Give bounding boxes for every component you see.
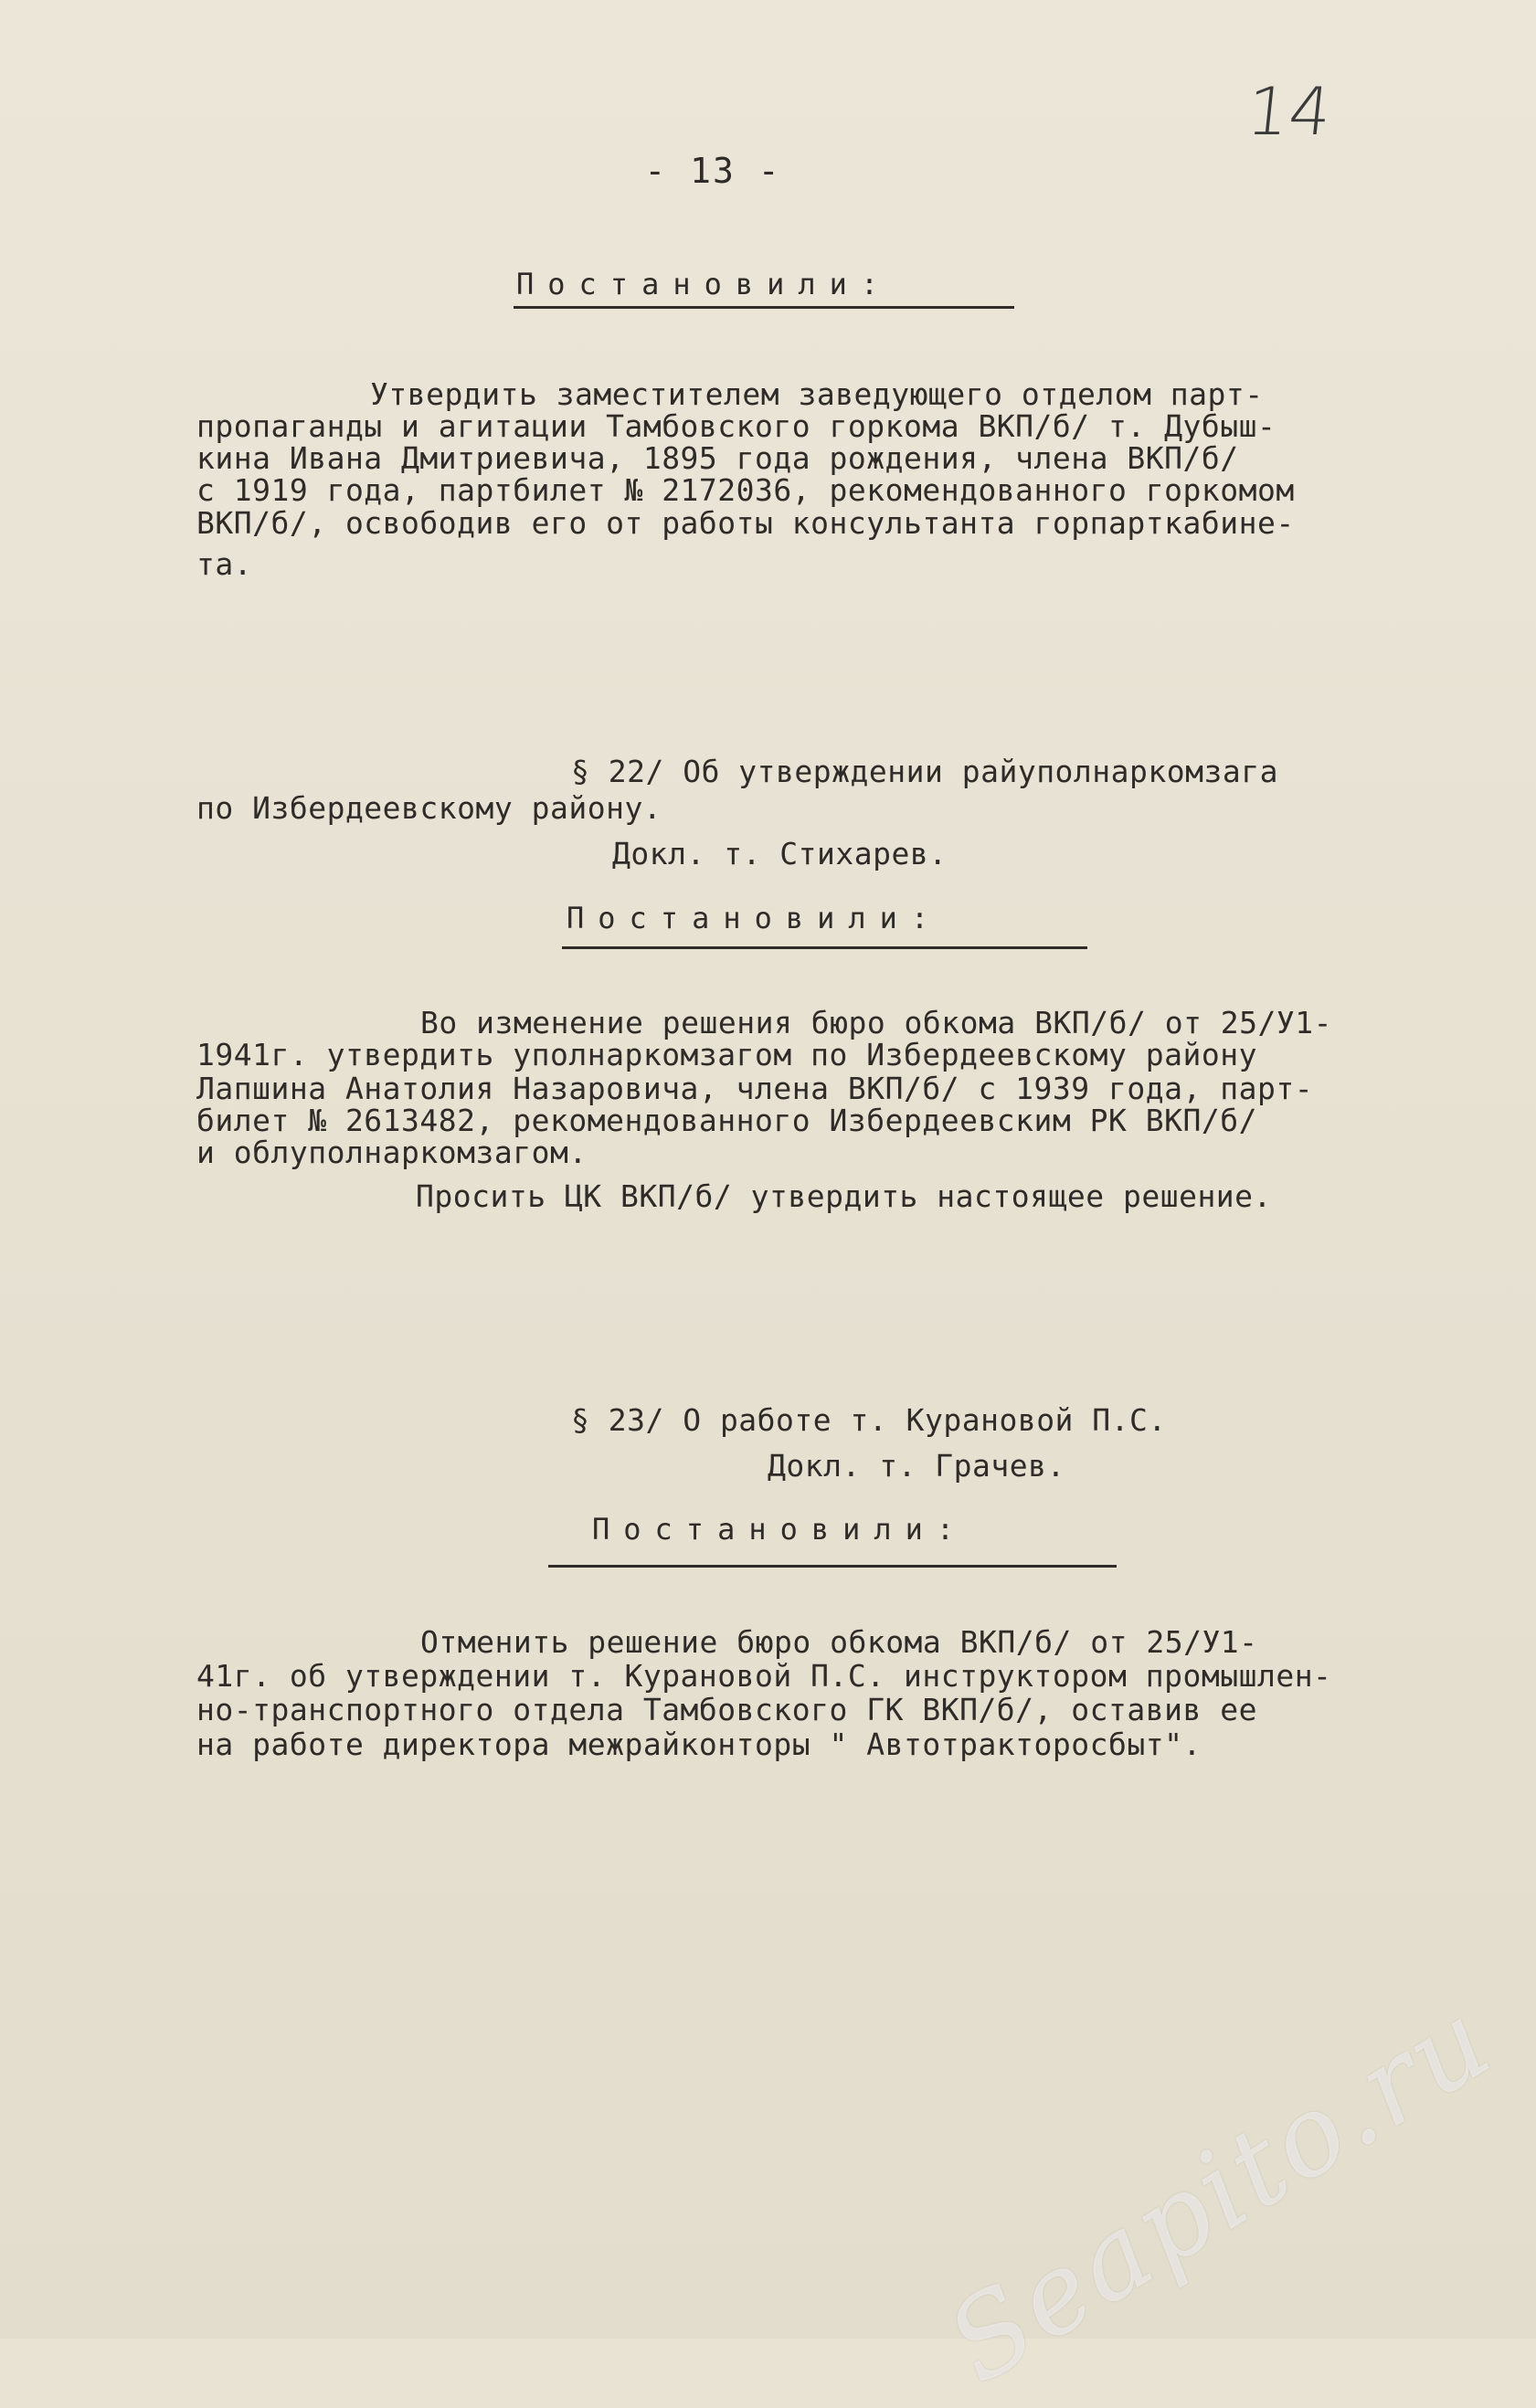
body-line: Просить ЦК ВКП/б/ утвердить настоящее решение.	[416, 1178, 1272, 1214]
section-23-title: § 23/ О работе т. Курановой П.С.	[571, 1402, 1167, 1438]
body-line: Лапшина Анатолия Назаровича, члена ВКП/б/ с 1939 года, парт-	[196, 1071, 1314, 1106]
body-line: та.	[196, 546, 253, 582]
archive-page-number: 14	[1243, 73, 1336, 150]
resolution-heading-3: Постановили:	[592, 1512, 969, 1547]
body-line: 1941г. утвердить уполнаркомзагом по Избердеевскому району	[196, 1037, 1257, 1072]
resolution-heading-2: Постановили:	[567, 901, 943, 935]
body-line: пропаганды и агитации Тамбовского горкома ВКП/б/ т. Дубыш-	[196, 408, 1276, 444]
body-line: Утвердить заместителем заведующего отделом парт-	[370, 376, 1264, 412]
body-line: 41г. об утверждении т. Курановой П.С. инструктором промышлен-	[196, 1658, 1332, 1694]
page-number: - 13 -	[644, 151, 781, 191]
body-line: с 1919 года, партбилет № 2172036, рекомендованного горкомом	[196, 472, 1295, 508]
body-line: ВКП/б/, освободив его от работы консультанта горпарткабине-	[196, 505, 1295, 541]
resolution-heading-1: Постановили:	[516, 267, 893, 301]
body-line: кина Ивана Дмитриевича, 1895 года рождения, члена ВКП/б/	[196, 440, 1239, 476]
body-line: на работе директора межрайконторы " Автотракторосбыт".	[196, 1727, 1202, 1762]
heading-underline-2	[562, 946, 1087, 949]
heading-underline-3	[548, 1565, 1117, 1568]
watermark: Seapito.ru	[927, 1975, 1514, 2408]
section-22-title-cont: по Избердеевскому району.	[196, 790, 662, 826]
section-22-title: § 22/ Об утверждении райуполнаркомзага	[571, 754, 1278, 789]
body-line: Отменить решение бюро обкома ВКП/б/ от 25/У1-	[420, 1624, 1258, 1660]
body-line: и облуполнаркомзагом.	[196, 1135, 588, 1170]
heading-underline-1	[514, 306, 1014, 309]
body-line: но-транспортного отдела Тамбовского ГК ВКП/б/, оставив ее	[196, 1692, 1257, 1727]
section-22-speaker: Докл. т. Стихарев.	[612, 836, 948, 871]
body-line: билет № 2613482, рекомендованного Избердеевским РК ВКП/б/	[196, 1103, 1257, 1138]
body-line: Во изменение решения бюро обкома ВКП/б/ от 25/У1-	[420, 1005, 1333, 1040]
section-23-speaker: Докл. т. Грачев.	[768, 1448, 1065, 1484]
